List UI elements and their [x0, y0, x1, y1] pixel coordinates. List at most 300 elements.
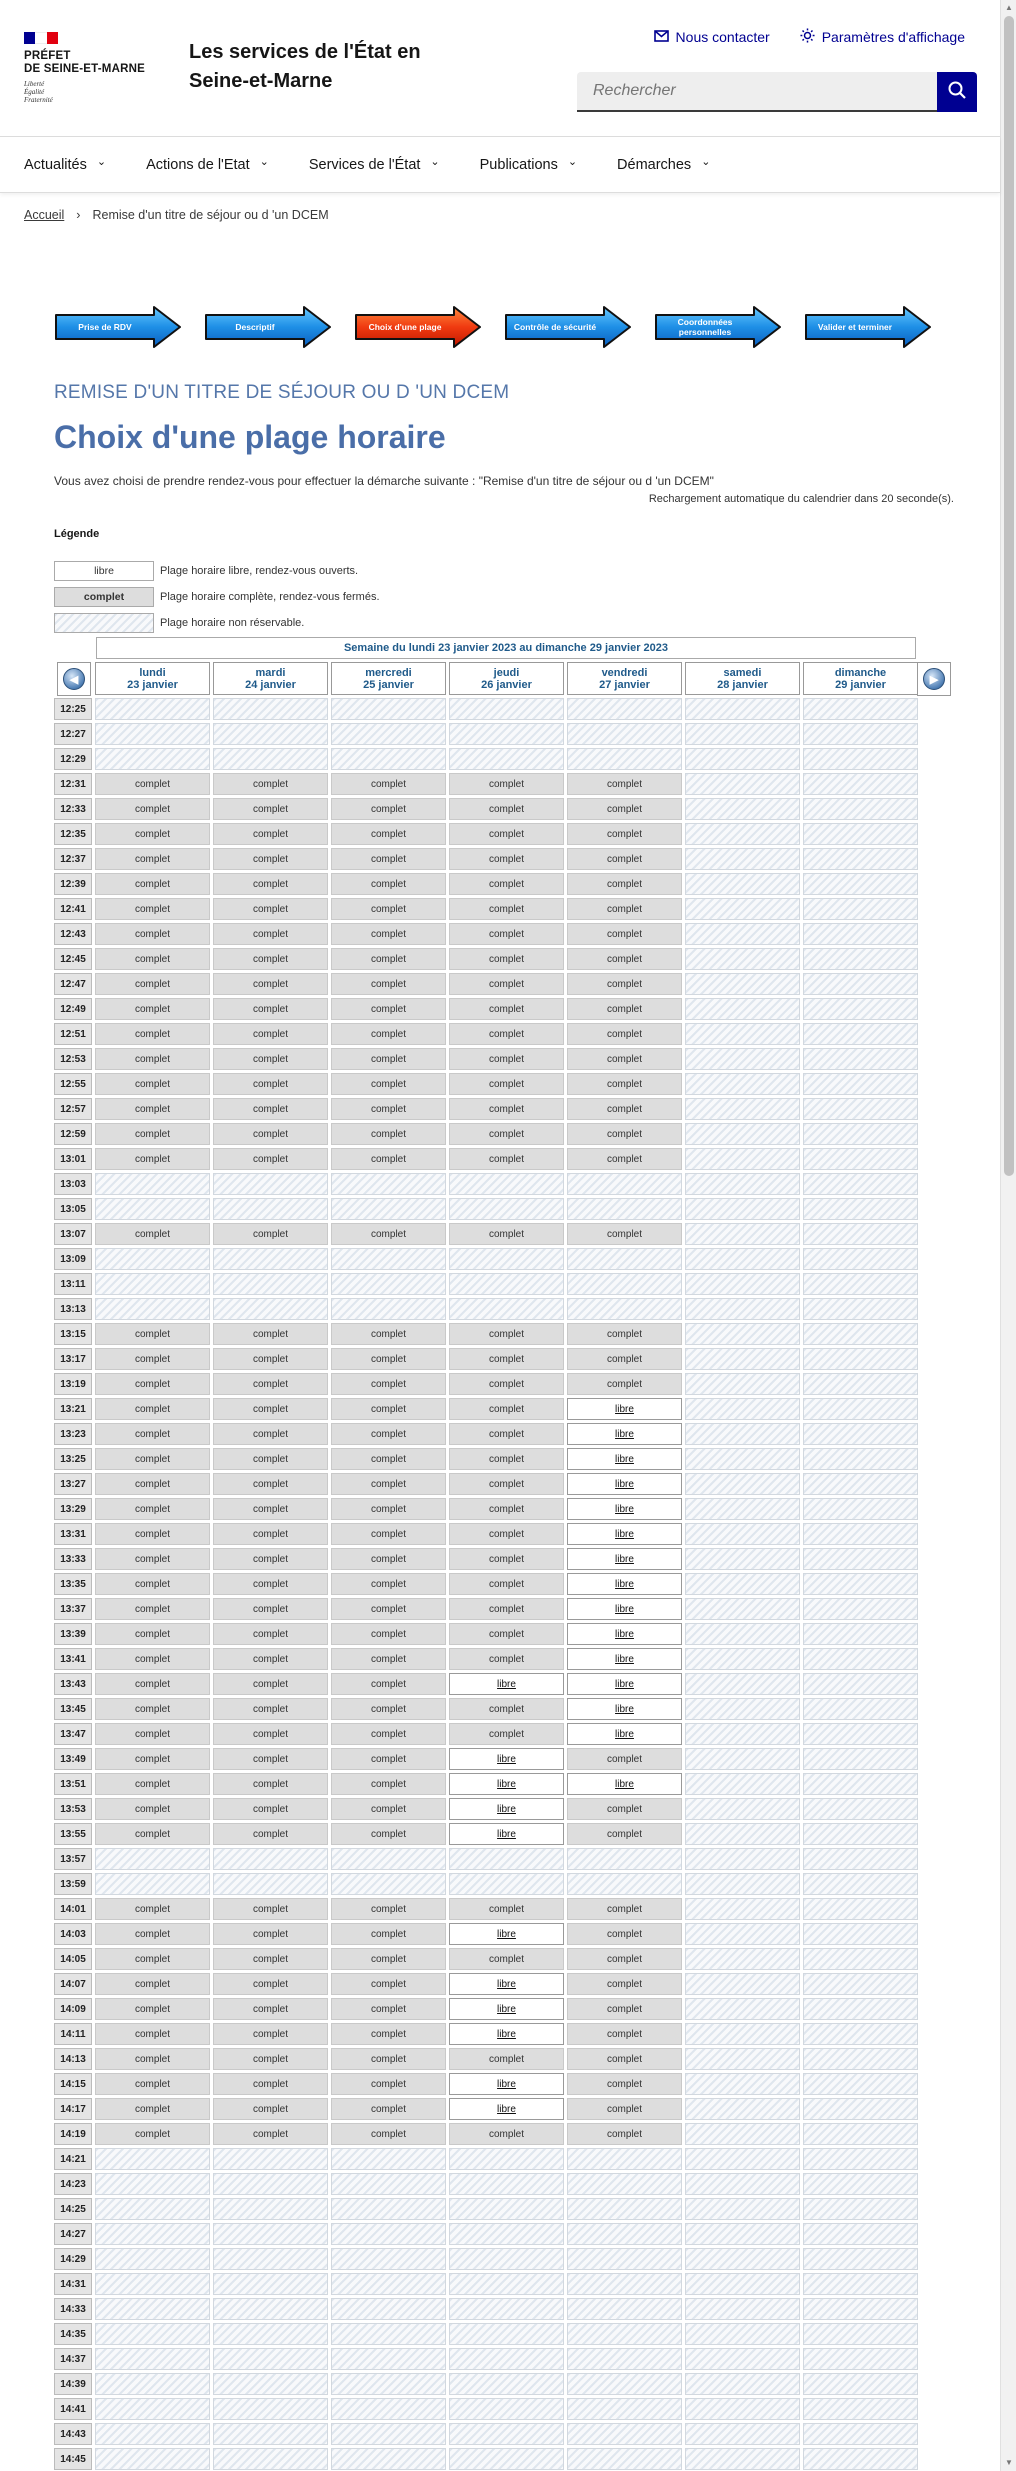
slot-unavailable	[331, 2173, 446, 2195]
slot-unavailable	[331, 1198, 446, 1220]
slot-complet: complet	[95, 1898, 210, 1920]
slot-unavailable	[685, 848, 800, 870]
slot-complet: complet	[331, 1798, 446, 1820]
slot-row	[54, 1823, 918, 1845]
slot-unavailable	[331, 2223, 446, 2245]
slot-row	[54, 2423, 918, 2445]
day-header-mercredi	[331, 662, 446, 695]
slot-complet: complet	[449, 923, 564, 945]
nav-item-1[interactable]	[146, 137, 269, 192]
legend-text-libre: Plage horaire libre, rendez-vous ouverts.	[160, 565, 359, 577]
slot-unavailable	[803, 2048, 918, 2070]
nav-item-0[interactable]	[24, 137, 106, 192]
slot-complet: complet	[331, 1823, 446, 1845]
slot-row	[54, 1123, 918, 1145]
slot-row	[54, 1773, 918, 1795]
slot-unavailable	[331, 2248, 446, 2270]
slot-unavailable	[213, 2198, 328, 2220]
chevron-down-icon: ⌄	[567, 156, 578, 168]
slot-complet: complet	[331, 1073, 446, 1095]
slot-time: 14:31	[54, 2273, 92, 2295]
slot-complet: complet	[567, 873, 682, 895]
slot-unavailable	[685, 1273, 800, 1295]
slot-complet: complet	[567, 1123, 682, 1145]
slot-unavailable	[213, 2323, 328, 2345]
legend-title: Légende	[54, 528, 100, 540]
slot-complet: complet	[567, 948, 682, 970]
slot-unavailable	[95, 1173, 210, 1195]
slot-time: 13:13	[54, 1298, 92, 1320]
next-week-button[interactable]	[917, 662, 951, 696]
slot-unavailable	[685, 1698, 800, 1720]
progress-steps	[54, 305, 934, 349]
slot-complet: complet	[449, 1098, 564, 1120]
nav-item-label: Actualités	[24, 156, 87, 173]
slot-unavailable	[803, 1198, 918, 1220]
slot-unavailable	[803, 698, 918, 720]
main-nav	[0, 137, 1000, 193]
breadcrumb-home-link[interactable]: Accueil	[24, 208, 65, 222]
slot-libre[interactable]: libre	[567, 1398, 682, 1420]
slot-row	[54, 1273, 918, 1295]
day-header-dimanche	[803, 662, 918, 695]
slot-unavailable	[803, 1723, 918, 1745]
slot-unavailable	[449, 1873, 564, 1895]
slot-complet: complet	[95, 2123, 210, 2145]
slot-complet: complet	[213, 1723, 328, 1745]
slot-complet: complet	[213, 1098, 328, 1120]
slot-complet: complet	[213, 1448, 328, 1470]
slot-time: 13:21	[54, 1398, 92, 1420]
slot-unavailable	[213, 2173, 328, 2195]
nav-item-2[interactable]	[309, 137, 440, 192]
slot-complet: complet	[95, 1773, 210, 1795]
slot-unavailable	[803, 948, 918, 970]
slot-unavailable	[685, 2223, 800, 2245]
slot-complet: complet	[95, 1498, 210, 1520]
slot-libre[interactable]: libre	[567, 1423, 682, 1445]
slot-unavailable	[803, 1523, 918, 1545]
scroll-down-icon[interactable]: ▼	[1005, 2458, 1013, 2467]
slot-time: 13:43	[54, 1673, 92, 1695]
slot-row	[54, 1648, 918, 1670]
slot-row	[54, 873, 918, 895]
slot-libre[interactable]: libre	[567, 1523, 682, 1545]
slot-complet: complet	[567, 2098, 682, 2120]
slot-complet: complet	[213, 1823, 328, 1845]
slot-row	[54, 2048, 918, 2070]
slot-time: 12:33	[54, 798, 92, 820]
slot-complet: complet	[95, 2048, 210, 2070]
slot-complet: complet	[331, 1398, 446, 1420]
slot-row	[54, 1873, 918, 1895]
slot-unavailable	[803, 748, 918, 770]
slot-row	[54, 1173, 918, 1195]
slot-unavailable	[803, 898, 918, 920]
slot-row	[54, 698, 918, 720]
slot-time: 13:03	[54, 1173, 92, 1195]
slot-unavailable	[685, 1998, 800, 2020]
slot-complet: complet	[213, 1598, 328, 1620]
slot-libre[interactable]: libre	[449, 1998, 564, 2020]
slot-complet: complet	[213, 973, 328, 995]
slot-row	[54, 973, 918, 995]
slot-unavailable	[685, 1723, 800, 1745]
slot-unavailable	[95, 2348, 210, 2370]
slot-complet: complet	[449, 1598, 564, 1620]
slot-complet: complet	[213, 923, 328, 945]
slot-row	[54, 898, 918, 920]
slot-unavailable	[803, 1823, 918, 1845]
slot-libre[interactable]: libre	[449, 2098, 564, 2120]
slot-unavailable	[803, 1773, 918, 1795]
slot-unavailable	[685, 1423, 800, 1445]
slot-unavailable	[95, 2248, 210, 2270]
slot-unavailable	[213, 1173, 328, 1195]
slot-libre[interactable]: libre	[567, 1698, 682, 1720]
slot-row	[54, 1248, 918, 1270]
slot-unavailable	[803, 1473, 918, 1495]
slot-time: 13:37	[54, 1598, 92, 1620]
slot-complet: complet	[95, 1598, 210, 1620]
slot-time: 12:59	[54, 1123, 92, 1145]
slot-row	[54, 2273, 918, 2295]
slot-unavailable	[803, 823, 918, 845]
slot-unavailable	[95, 2448, 210, 2470]
slot-complet: complet	[331, 1098, 446, 1120]
scroll-up-icon[interactable]: ▲	[1005, 3, 1013, 12]
slot-complet: complet	[213, 1323, 328, 1345]
slot-unavailable	[685, 1573, 800, 1595]
slot-complet: complet	[449, 1348, 564, 1370]
nav-item-label: Démarches	[617, 156, 692, 173]
slot-unavailable	[449, 2198, 564, 2220]
slot-unavailable	[803, 1348, 918, 1370]
slot-unavailable	[803, 1973, 918, 1995]
slot-libre[interactable]: libre	[449, 2023, 564, 2045]
slot-unavailable	[685, 1948, 800, 1970]
slot-unavailable	[95, 1248, 210, 1270]
slot-complet: complet	[95, 1798, 210, 1820]
slot-unavailable	[685, 973, 800, 995]
slot-unavailable	[213, 1298, 328, 1320]
slot-unavailable	[449, 2448, 564, 2470]
slot-complet: complet	[95, 1573, 210, 1595]
slot-unavailable	[803, 1798, 918, 1820]
nav-item-3[interactable]	[480, 137, 577, 192]
slot-libre[interactable]: libre	[567, 1673, 682, 1695]
slot-libre[interactable]: libre	[567, 1548, 682, 1570]
search-input[interactable]	[577, 72, 937, 112]
slot-unavailable	[331, 723, 446, 745]
slot-complet: complet	[449, 1498, 564, 1520]
slot-time: 13:45	[54, 1698, 92, 1720]
search-button[interactable]	[937, 72, 977, 112]
slot-complet: complet	[449, 898, 564, 920]
slot-time: 13:15	[54, 1323, 92, 1345]
slot-unavailable	[213, 2223, 328, 2245]
slot-complet: complet	[567, 848, 682, 870]
slot-unavailable	[803, 1398, 918, 1420]
slot-unavailable	[803, 2323, 918, 2345]
logo-title: PRÉFET DE SEINE-ET-MARNE	[24, 50, 145, 75]
slot-unavailable	[803, 2273, 918, 2295]
slot-libre[interactable]: libre	[567, 1723, 682, 1745]
slot-unavailable	[803, 1598, 918, 1620]
site-title[interactable]: Les services de l'État en Seine-et-Marne	[189, 41, 421, 92]
slot-unavailable	[803, 1298, 918, 1320]
logo-motto: Liberté Égalité Fraternité	[24, 80, 53, 104]
header-tools	[654, 28, 965, 46]
slot-complet: complet	[213, 1223, 328, 1245]
slot-time: 12:27	[54, 723, 92, 745]
slot-unavailable	[685, 2023, 800, 2045]
slot-unavailable	[685, 1223, 800, 1245]
slot-complet: complet	[95, 1348, 210, 1370]
slot-unavailable	[685, 1198, 800, 1220]
slot-unavailable	[803, 773, 918, 795]
slot-complet: complet	[449, 1648, 564, 1670]
slot-complet: complet	[331, 1923, 446, 1945]
slot-unavailable	[685, 2323, 800, 2345]
slot-complet: complet	[95, 1223, 210, 1245]
slot-unavailable	[685, 2398, 800, 2420]
slot-unavailable	[685, 1898, 800, 1920]
slot-complet: complet	[213, 2048, 328, 2070]
nav-item-4[interactable]	[617, 137, 710, 192]
slot-unavailable	[803, 2148, 918, 2170]
slot-time: 13:55	[54, 1823, 92, 1845]
slot-time: 12:41	[54, 898, 92, 920]
slot-complet: complet	[213, 1773, 328, 1795]
slot-unavailable	[685, 1298, 800, 1320]
slot-row	[54, 1098, 918, 1120]
slot-unavailable	[213, 1848, 328, 1870]
slot-libre[interactable]: libre	[449, 1923, 564, 1945]
slot-complet: complet	[331, 898, 446, 920]
slot-libre[interactable]: libre	[567, 1648, 682, 1670]
chevron-down-icon: ⌄	[96, 156, 107, 168]
slot-unavailable	[331, 1248, 446, 1270]
slot-unavailable	[803, 2248, 918, 2270]
slot-unavailable	[685, 998, 800, 1020]
slot-unavailable	[685, 2123, 800, 2145]
slot-complet: complet	[449, 1423, 564, 1445]
slot-unavailable	[685, 1473, 800, 1495]
day-name: dimanche	[834, 666, 887, 679]
slot-libre[interactable]: libre	[449, 1673, 564, 1695]
day-name: lundi	[139, 666, 166, 679]
slot-complet: complet	[213, 2023, 328, 2045]
slot-unavailable	[803, 1923, 918, 1945]
slot-libre[interactable]: libre	[567, 1498, 682, 1520]
slot-row	[54, 1898, 918, 1920]
slot-time: 14:19	[54, 2123, 92, 2145]
slot-complet: complet	[449, 1373, 564, 1395]
display-settings-link[interactable]	[800, 28, 965, 46]
slot-complet: complet	[449, 1148, 564, 1170]
slot-time: 14:37	[54, 2348, 92, 2370]
slot-complet: complet	[567, 1373, 682, 1395]
slot-complet: complet	[331, 1623, 446, 1645]
slot-unavailable	[685, 1148, 800, 1170]
slot-libre[interactable]: libre	[567, 1598, 682, 1620]
slot-unavailable	[213, 2448, 328, 2470]
slot-unavailable	[95, 2223, 210, 2245]
slot-unavailable	[803, 1273, 918, 1295]
slot-complet: complet	[331, 1723, 446, 1745]
slot-unavailable	[567, 748, 682, 770]
slot-libre[interactable]: libre	[567, 1448, 682, 1470]
slot-libre[interactable]: libre	[449, 1823, 564, 1845]
slot-complet: complet	[449, 1123, 564, 1145]
legend-row-complet	[54, 587, 380, 607]
slot-unavailable	[567, 1198, 682, 1220]
slot-complet: complet	[95, 1098, 210, 1120]
slot-unavailable	[803, 1748, 918, 1770]
slot-unavailable	[449, 1273, 564, 1295]
slot-complet: complet	[95, 2023, 210, 2045]
step-label: Descriptif	[235, 322, 275, 332]
slot-libre[interactable]: libre	[449, 1973, 564, 1995]
slot-complet: complet	[95, 798, 210, 820]
slot-unavailable	[567, 2173, 682, 2195]
slot-complet: complet	[95, 1423, 210, 1445]
slot-complet: complet	[331, 1648, 446, 1670]
slot-complet: complet	[567, 1348, 682, 1370]
slot-unavailable	[685, 1973, 800, 1995]
slot-unavailable	[567, 2273, 682, 2295]
slot-unavailable	[803, 1223, 918, 1245]
nav-item-label: Publications	[479, 156, 558, 173]
slot-libre[interactable]: libre	[449, 2073, 564, 2095]
slot-libre[interactable]: libre	[449, 1773, 564, 1795]
slot-unavailable	[685, 2348, 800, 2370]
slot-row	[54, 2398, 918, 2420]
slot-complet: complet	[567, 1973, 682, 1995]
slot-unavailable	[449, 2423, 564, 2445]
slot-complet: complet	[567, 1223, 682, 1245]
slot-libre[interactable]: libre	[567, 1473, 682, 1495]
slot-unavailable	[685, 2423, 800, 2445]
slot-time: 14:33	[54, 2298, 92, 2320]
slot-complet: complet	[331, 1448, 446, 1470]
slot-unavailable	[803, 2198, 918, 2220]
slot-unavailable	[803, 1123, 918, 1145]
page-scrollbar[interactable]	[1000, 0, 1016, 2471]
slot-complet: complet	[95, 1073, 210, 1095]
slot-time: 12:29	[54, 748, 92, 770]
slot-row	[54, 1698, 918, 1720]
slot-complet: complet	[567, 1323, 682, 1345]
slot-unavailable	[331, 1848, 446, 1870]
slot-libre[interactable]: libre	[567, 1573, 682, 1595]
slot-unavailable	[803, 2298, 918, 2320]
slot-row	[54, 1048, 918, 1070]
slot-complet: complet	[95, 1948, 210, 1970]
mail-icon	[654, 29, 669, 45]
slot-unavailable	[331, 698, 446, 720]
slot-complet: complet	[449, 1398, 564, 1420]
slot-libre[interactable]: libre	[449, 1748, 564, 1770]
chevron-down-icon: ⌄	[259, 156, 269, 168]
display-settings-label: Paramètres d'affichage	[821, 29, 965, 45]
slot-libre[interactable]: libre	[449, 1798, 564, 1820]
breadcrumb-current: Remise d'un titre de séjour ou d 'un DCEM	[92, 208, 329, 222]
slot-unavailable	[803, 2098, 918, 2120]
slot-unavailable	[331, 2323, 446, 2345]
slot-unavailable	[331, 2373, 446, 2395]
slot-unavailable	[449, 748, 564, 770]
slot-row	[54, 2448, 918, 2470]
slot-unavailable	[803, 1248, 918, 1270]
prefecture-logo[interactable]	[24, 32, 164, 104]
sun-icon	[800, 28, 815, 46]
slot-unavailable	[567, 2448, 682, 2470]
slot-unavailable	[449, 2398, 564, 2420]
slot-row	[54, 1798, 918, 1820]
slot-unavailable	[803, 1698, 918, 1720]
slot-complet: complet	[213, 1073, 328, 1095]
day-date: 26 janvier	[481, 678, 532, 691]
slot-unavailable	[803, 1448, 918, 1470]
slot-unavailable	[803, 1323, 918, 1345]
slot-complet: complet	[95, 1698, 210, 1720]
slot-unavailable	[685, 1823, 800, 1845]
slot-unavailable	[685, 823, 800, 845]
slot-unavailable	[213, 1248, 328, 1270]
slot-unavailable	[685, 1048, 800, 1070]
slot-unavailable	[685, 1073, 800, 1095]
slot-complet: complet	[213, 1673, 328, 1695]
slot-libre[interactable]: libre	[567, 1623, 682, 1645]
slot-unavailable	[95, 2198, 210, 2220]
contact-link[interactable]	[654, 28, 770, 46]
slot-row	[54, 2198, 918, 2220]
slot-unavailable	[685, 1623, 800, 1645]
slot-time: 14:01	[54, 1898, 92, 1920]
slot-unavailable	[331, 2398, 446, 2420]
slot-row	[54, 1573, 918, 1595]
scrollbar-thumb[interactable]	[1004, 16, 1014, 1176]
next-week-icon: ▶	[923, 668, 945, 690]
slot-time: 13:47	[54, 1723, 92, 1745]
slot-complet: complet	[567, 1923, 682, 1945]
slot-unavailable	[685, 2073, 800, 2095]
slot-complet: complet	[213, 1423, 328, 1445]
slot-unavailable	[685, 1748, 800, 1770]
slot-unavailable	[449, 2173, 564, 2195]
slot-unavailable	[685, 773, 800, 795]
slot-unavailable	[685, 723, 800, 745]
slot-libre[interactable]: libre	[567, 1773, 682, 1795]
slot-complet: complet	[331, 1323, 446, 1345]
slot-unavailable	[213, 698, 328, 720]
slot-complet: complet	[331, 1748, 446, 1770]
slot-unavailable	[567, 2223, 682, 2245]
slot-complet: complet	[331, 798, 446, 820]
slot-complet: complet	[567, 973, 682, 995]
slot-time: 13:05	[54, 1198, 92, 1220]
slot-complet: complet	[331, 1123, 446, 1145]
slot-complet: complet	[213, 1573, 328, 1595]
slot-unavailable	[567, 1248, 682, 1270]
slot-unavailable	[95, 698, 210, 720]
slot-unavailable	[803, 2373, 918, 2395]
slot-unavailable	[685, 1323, 800, 1345]
slot-complet: complet	[95, 848, 210, 870]
week-label: Semaine du lundi 23 janvier 2023 au dimanche 29 janvier 2023	[96, 637, 916, 659]
